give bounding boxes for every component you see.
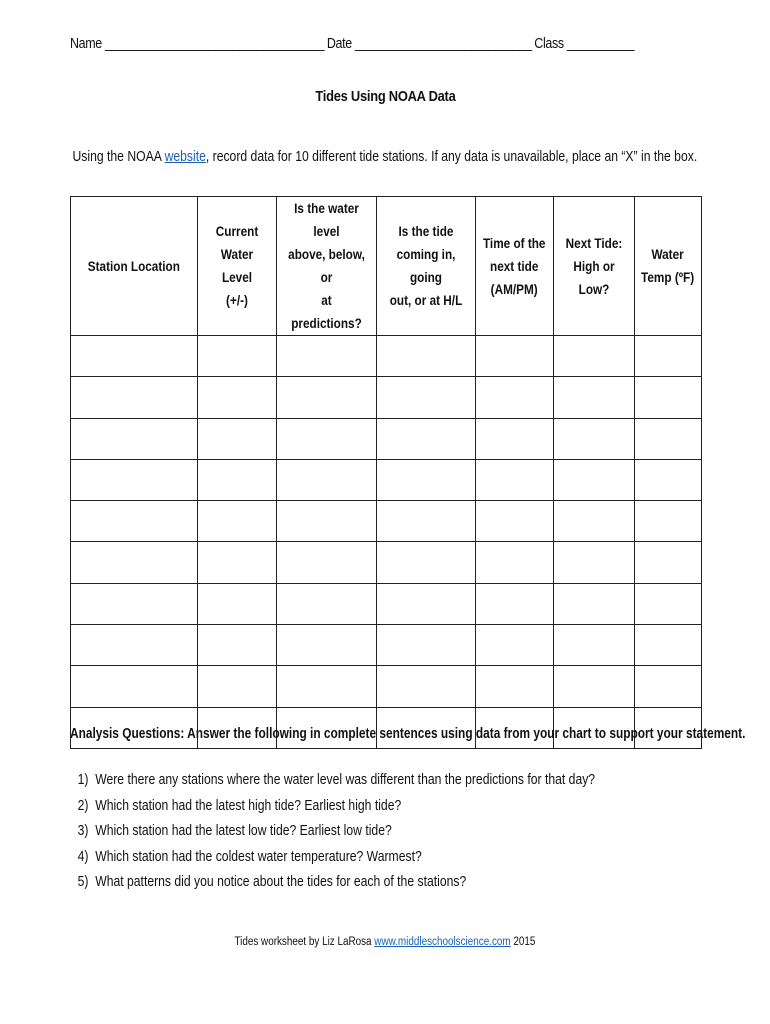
cell-next-tide-time[interactable] bbox=[476, 418, 554, 459]
cell-station-location[interactable] bbox=[71, 542, 198, 583]
column-header-current-water-level: Current Water Level (+/-) bbox=[198, 197, 277, 336]
cell-tide-direction[interactable] bbox=[377, 583, 476, 624]
cell-water-temp[interactable] bbox=[635, 583, 702, 624]
cell-water-temp[interactable] bbox=[635, 501, 702, 542]
cell-station-location[interactable] bbox=[71, 501, 198, 542]
column-header-station-location: Station Location bbox=[71, 197, 198, 336]
middleschoolscience-link[interactable]: www.middleschoolscience.com bbox=[374, 936, 511, 948]
question-number: 1) bbox=[77, 772, 89, 788]
question-text: Which station had the latest low tide? Earliest low tide? bbox=[95, 823, 392, 839]
cell-next-tide-time[interactable] bbox=[476, 377, 554, 418]
cell-tide-direction[interactable] bbox=[377, 625, 476, 666]
cell-tide-direction[interactable] bbox=[377, 542, 476, 583]
cell-water-level-vs-predictions[interactable] bbox=[277, 418, 377, 459]
question-item bbox=[70, 874, 695, 900]
analysis-heading: Analysis Questions: Answer the following in complete sentences using data from your chart to support your statement. bbox=[70, 726, 746, 742]
cell-next-tide-type[interactable] bbox=[554, 625, 635, 666]
cell-next-tide-type[interactable] bbox=[554, 459, 635, 500]
cell-water-level-vs-predictions[interactable] bbox=[277, 666, 377, 707]
cell-water-level-vs-predictions[interactable] bbox=[277, 542, 377, 583]
question-text: What patterns did you notice about the tides for each of the stations? bbox=[95, 874, 467, 890]
cell-water-level-vs-predictions[interactable] bbox=[277, 583, 377, 624]
cell-water-level-vs-predictions[interactable] bbox=[277, 625, 377, 666]
cell-current-water-level[interactable] bbox=[198, 418, 277, 459]
cell-next-tide-type[interactable] bbox=[554, 336, 635, 377]
table-body bbox=[71, 336, 702, 749]
cell-water-temp[interactable] bbox=[635, 625, 702, 666]
cell-current-water-level[interactable] bbox=[198, 501, 277, 542]
cell-water-level-vs-predictions[interactable] bbox=[277, 501, 377, 542]
cell-next-tide-type[interactable] bbox=[554, 501, 635, 542]
cell-water-temp[interactable] bbox=[635, 336, 702, 377]
cell-station-location[interactable] bbox=[71, 377, 198, 418]
table-row bbox=[71, 418, 702, 459]
cell-next-tide-time[interactable] bbox=[476, 336, 554, 377]
table-row bbox=[71, 336, 702, 377]
name-label: Name bbox=[70, 36, 102, 52]
student-info-line bbox=[70, 36, 634, 52]
table-row bbox=[71, 377, 702, 418]
cell-water-temp[interactable] bbox=[635, 377, 702, 418]
question-item bbox=[70, 798, 695, 824]
cell-next-tide-type[interactable] bbox=[554, 583, 635, 624]
column-header-next-tide-type: Next Tide: High or Low? bbox=[554, 197, 635, 336]
cell-tide-direction[interactable] bbox=[377, 666, 476, 707]
column-header-tide-direction: Is the tide coming in, going out, or at H/L bbox=[377, 197, 476, 336]
question-number: 2) bbox=[77, 797, 89, 814]
name-blank[interactable]: ____________________________________ bbox=[105, 36, 324, 52]
cell-current-water-level[interactable] bbox=[198, 377, 277, 418]
cell-station-location[interactable] bbox=[71, 666, 198, 707]
question-text: Which station had the coldest water temperature? Warmest? bbox=[95, 848, 422, 865]
question-number: 5) bbox=[77, 874, 89, 890]
question-number: 3) bbox=[77, 823, 89, 839]
tide-data-table bbox=[70, 196, 702, 749]
table-row bbox=[71, 459, 702, 500]
cell-water-temp[interactable] bbox=[635, 459, 702, 500]
cell-next-tide-time[interactable] bbox=[476, 583, 554, 624]
cell-station-location[interactable] bbox=[71, 625, 198, 666]
cell-tide-direction[interactable] bbox=[377, 336, 476, 377]
column-header-water-level-vs-predictions: Is the water level above, below, or at predictions? bbox=[277, 197, 377, 336]
cell-next-tide-time[interactable] bbox=[476, 459, 554, 500]
cell-current-water-level[interactable] bbox=[198, 336, 277, 377]
cell-station-location[interactable] bbox=[71, 418, 198, 459]
cell-tide-direction[interactable] bbox=[377, 459, 476, 500]
analysis-question-list bbox=[70, 772, 695, 900]
question-item bbox=[70, 823, 695, 849]
cell-next-tide-type[interactable] bbox=[554, 418, 635, 459]
cell-next-tide-time[interactable] bbox=[476, 666, 554, 707]
cell-current-water-level[interactable] bbox=[198, 459, 277, 500]
footer-text-end: 2015 bbox=[510, 936, 536, 948]
page-title: Tides Using NOAA Data bbox=[314, 88, 456, 105]
date-blank[interactable]: _____________________________ bbox=[354, 36, 532, 52]
cell-water-level-vs-predictions[interactable] bbox=[277, 377, 377, 418]
cell-next-tide-type[interactable] bbox=[554, 377, 635, 418]
cell-water-level-vs-predictions[interactable] bbox=[277, 459, 377, 500]
table-row bbox=[71, 583, 702, 624]
cell-water-temp[interactable] bbox=[635, 666, 702, 707]
cell-station-location[interactable] bbox=[71, 583, 198, 624]
footer-text-start: Tides worksheet by Liz LaRosa bbox=[234, 936, 375, 948]
question-item bbox=[70, 849, 695, 875]
footer-credit bbox=[0, 936, 770, 948]
cell-tide-direction[interactable] bbox=[377, 418, 476, 459]
noaa-website-link[interactable]: website bbox=[164, 149, 207, 165]
question-item bbox=[70, 772, 695, 798]
class-label: Class bbox=[534, 36, 564, 52]
table-header-row bbox=[71, 197, 702, 336]
cell-current-water-level[interactable] bbox=[198, 625, 277, 666]
instructions-text-start: Using the NOAA bbox=[72, 149, 165, 165]
cell-station-location[interactable] bbox=[71, 336, 198, 377]
cell-next-tide-type[interactable] bbox=[554, 666, 635, 707]
cell-current-water-level[interactable] bbox=[198, 542, 277, 583]
table-row bbox=[71, 542, 702, 583]
table-row bbox=[71, 501, 702, 542]
cell-tide-direction[interactable] bbox=[377, 501, 476, 542]
cell-current-water-level[interactable] bbox=[198, 583, 277, 624]
cell-next-tide-time[interactable] bbox=[476, 625, 554, 666]
instructions-text-end: , record data for 10 different tide stations. If any data is unavailable, place an “X” in the box. bbox=[206, 149, 698, 165]
cell-water-level-vs-predictions[interactable] bbox=[277, 336, 377, 377]
cell-water-temp[interactable] bbox=[635, 542, 702, 583]
cell-tide-direction[interactable] bbox=[377, 377, 476, 418]
date-label: Date bbox=[326, 36, 352, 52]
cell-current-water-level[interactable] bbox=[198, 666, 277, 707]
table-row bbox=[71, 625, 702, 666]
cell-station-location[interactable] bbox=[71, 459, 198, 500]
instructions bbox=[0, 149, 770, 165]
column-header-next-tide-time: Time of the next tide (AM/PM) bbox=[476, 197, 554, 336]
table-row bbox=[71, 666, 702, 707]
question-text: Were there any stations where the water level was different than the predictions for that day? bbox=[95, 772, 596, 788]
column-header-water-temp: Water Temp (ºF) bbox=[635, 197, 702, 336]
question-number: 4) bbox=[77, 848, 89, 865]
cell-next-tide-type[interactable] bbox=[554, 542, 635, 583]
class-blank[interactable]: ___________ bbox=[566, 36, 634, 52]
cell-next-tide-time[interactable] bbox=[476, 501, 554, 542]
question-text: Which station had the latest high tide? Earliest high tide? bbox=[95, 797, 402, 814]
cell-next-tide-time[interactable] bbox=[476, 542, 554, 583]
cell-water-temp[interactable] bbox=[635, 418, 702, 459]
